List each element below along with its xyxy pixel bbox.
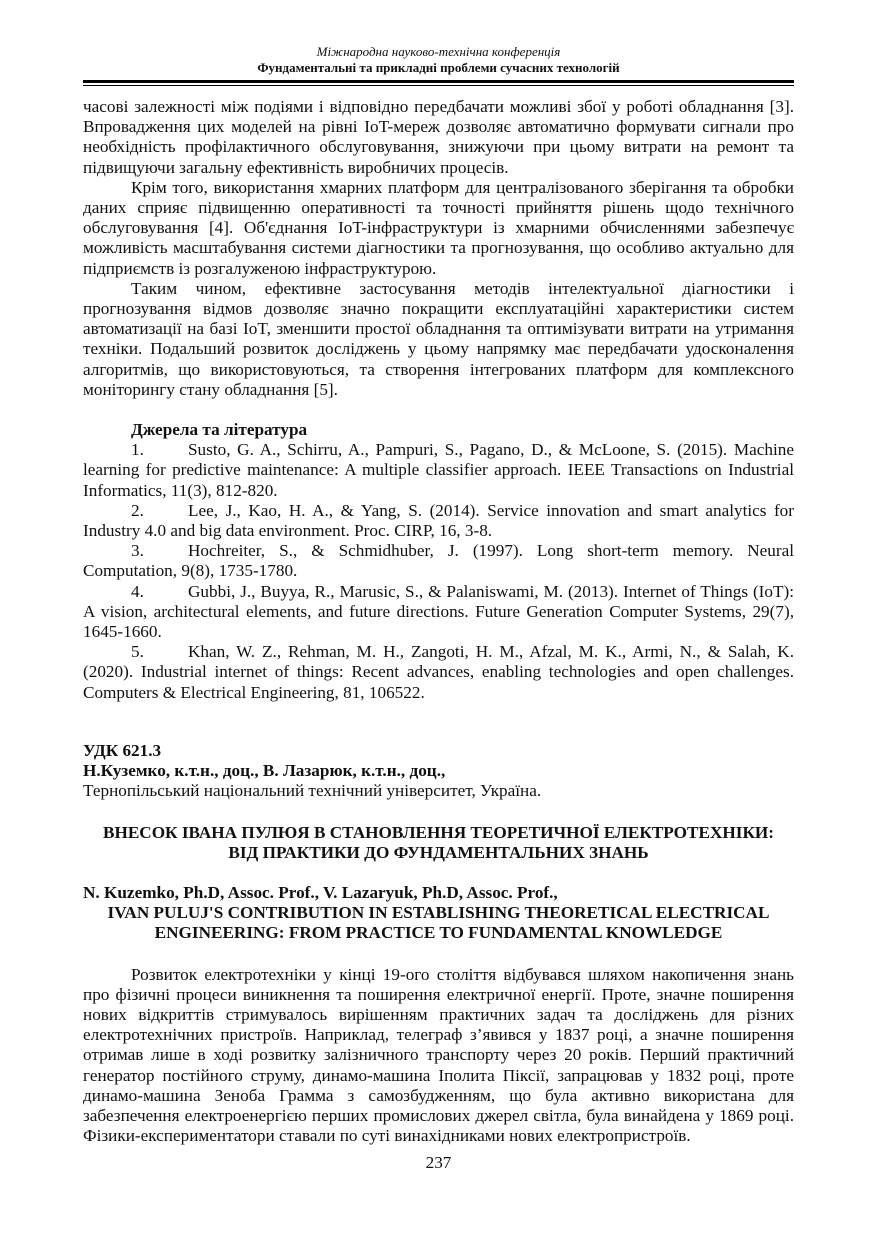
paragraph: Крім того, використання хмарних платформ для централізованого зберігання та обробки даних сприяє підвищенню оперативності та точності прийняття рішень щодо технічного обслуговування [4]. Об'єднання IoT-інфраструктури із хмарними обчисленнями забезпечує можливість масштабування системи діагностики та прогнозування, що особливо актуально для підприємств із розгалуженою інфраструктурою. bbox=[83, 177, 794, 278]
reference-number: 3. bbox=[131, 541, 144, 561]
affiliation: Тернопільський національний технічний університет, Україна. bbox=[83, 781, 542, 801]
udk-code: УДК 621.3 bbox=[83, 740, 162, 760]
running-header bbox=[83, 44, 794, 76]
reference-text: Hochreiter, S., & Schmidhuber, J. (1997). Long short-term memory. Neural Computation, 9(8), 1735-1780. bbox=[83, 541, 794, 581]
reference-text: Khan, W. Z., Rehman, M. H., Zangoti, H. M., Afzal, M. K., Armi, N., & Salah, K. (2020). Industrial internet of things: Recent advances, enabling technologies and open challenges. Computers & Electrical Engineering, 81, 106522. bbox=[83, 642, 794, 702]
header-rule-thin bbox=[83, 85, 794, 86]
article-title-en-line1: IVAN PULUJ'S CONTRIBUTION IN ESTABLISHING THEORETICAL ELECTRICAL bbox=[107, 903, 770, 923]
paragraph: Таким чином, ефективне застосування методів інтелектуальної діагностики і прогнозування відмов дозволяє значно покращити експлуатаційні характеристики систем автоматизації на базі IoT, зменшити простої обладнання та оптимізувати витрати на утримання техніки. Подальший розвиток досліджень у цьому напрямку має передбачати удосконалення алгоритмів, що використовуються, та створення інтегрованих платформ для комплексного моніторингу стану обладнання [5]. bbox=[83, 278, 794, 399]
reference-item bbox=[83, 501, 794, 541]
reference-number: 5. bbox=[131, 642, 144, 662]
reference-item bbox=[83, 582, 794, 643]
reference-text: Susto, G. A., Schirru, A., Pampuri, S., Pagano, D., & McLoone, S. (2015). Machine learning for predictive maintenance: A multiple classifier approach. IEEE Transactions on Industrial Informatics, 11(3), 812-820. bbox=[83, 440, 794, 500]
article-title-ua-line2: ВІД ПРАКТИКИ ДО ФУНДАМЕНТАЛЬНИХ ЗНАНЬ bbox=[228, 842, 649, 862]
conference-title: Фундаментальні та прикладні проблеми сучасних технологій bbox=[257, 60, 620, 75]
page-number: 237 bbox=[425, 1153, 452, 1172]
reference-text: Gubbi, J., Buyya, R., Marusic, S., & Palaniswami, M. (2013). Internet of Things (IoT): A vision, architectural elements, and future directions. Future Generation Computer Systems, 29(7), 1645-1660. bbox=[83, 581, 794, 642]
reference-item bbox=[83, 440, 794, 501]
header-rule-thick bbox=[83, 80, 794, 83]
reference-item bbox=[83, 642, 794, 703]
reference-text: Lee, J., Kao, H. A., & Yang, S. (2014). Service innovation and smart analytics for Industry 4.0 and big data environment. Proc. CIRP, 16, 3-8. bbox=[83, 500, 794, 541]
reference-item bbox=[83, 541, 794, 581]
conference-name: Міжнародна науково-технічна конференція bbox=[316, 44, 561, 59]
references-heading: Джерела та література bbox=[131, 420, 308, 440]
reference-number: 2. bbox=[131, 500, 144, 520]
article-title-ua-line1: ВНЕСОК ІВАНА ПУЛЮЯ В СТАНОВЛЕННЯ ТЕОРЕТИЧНОЇ ЕЛЕКТРОТЕХНІКИ: bbox=[102, 822, 775, 842]
reference-number: 1. bbox=[131, 440, 144, 460]
authors-en: N. Kuzemko, Ph.D, Assoc. Prof., V. Lazaryuk, Ph.D, Assoc. Prof., bbox=[83, 882, 558, 902]
document-page bbox=[83, 44, 794, 1146]
reference-number: 4. bbox=[131, 581, 144, 601]
article-title-en-line2: ENGINEERING: FROM PRACTICE TO FUNDAMENTAL KNOWLEDGE bbox=[154, 923, 723, 943]
content bbox=[83, 97, 794, 1146]
article-body: Розвиток електротехніки у кінці 19-ого століття відбувався шляхом накопичення знань про фізичні процеси виникнення та поширення електричної енергії. Проте, значне поширення нових відкриттів стримувалось вирішенням практичних задач та досліджень для різних електротехнічних пристроїв. Наприклад, телеграф з’явився у 1837 році, а значне поширення отримав лише в ході розвитку залізничного транспорту через 20 років. Перший практичний генератор постійного струму, динамо-машина Іполита Піксії, запрацював у 1832 році, проте динамо-машина Зеноба Грамма з самозбудженням, що була активно використана для забезпечення електроенергією перших промислових джерел світла, була винайдена у 1869 році. Фізики-експериментатори ставали по суті винахідниками нових електропристроїв. bbox=[83, 964, 794, 1146]
paragraph-continuation: часові залежності між подіями і відповідно передбачати можливі збої у роботі обладнання [3]. Впровадження цих моделей на рівні IoT-мереж дозволяє автоматично формувати сигнали про необхідність профілактичного обслуговування, знижуючи при цьому витрати на ремонт та підвищуючи загальну ефективність виробничих процесів. bbox=[83, 97, 794, 177]
authors-ua: Н.Куземко, к.т.н., доц., В. Лазарюк, к.т.н., доц., bbox=[83, 761, 446, 781]
